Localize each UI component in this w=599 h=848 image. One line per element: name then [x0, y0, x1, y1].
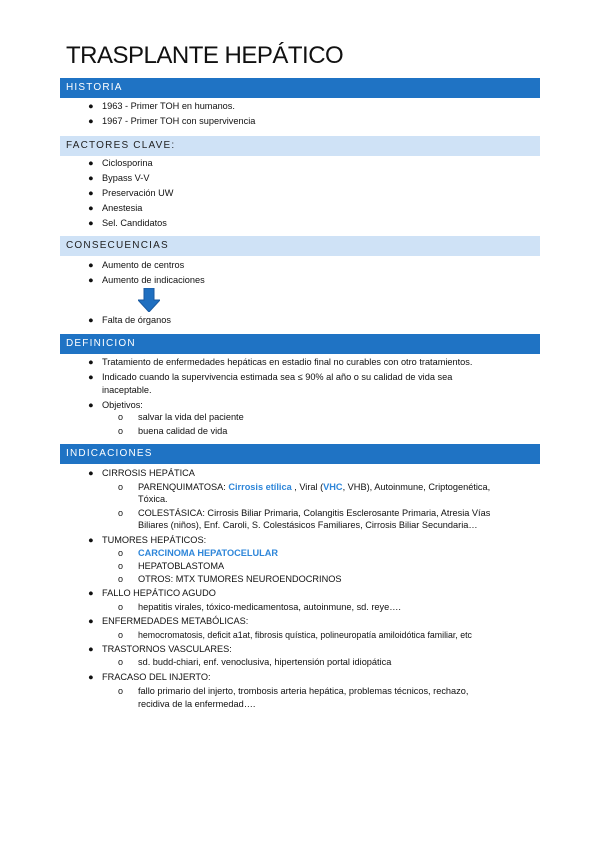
bullet-icon: ●: [88, 218, 94, 228]
sub-list-item-continuation: Biliares (niños), Enf. Caroli, S. Colestásicos Familiares, Cirrosis Biliar Secundaria…: [138, 520, 478, 530]
sub-list-item: hemocromatosis, deficit a1at, fibrosis quística, polineuropatía amiloidótica familiar, etc: [138, 630, 472, 640]
list-item: TUMORES HEPÁTICOS:: [102, 535, 207, 545]
down-arrow-icon: [138, 288, 160, 312]
section-header-historia: HISTORIA: [60, 78, 540, 98]
sub-list-item: buena calidad de vida: [138, 426, 228, 436]
sub-bullet-icon: o: [118, 561, 124, 571]
list-item: Aumento de centros: [102, 260, 185, 270]
bullet-icon: ●: [88, 101, 94, 111]
list-item: FALLO HEPÁTICO AGUDO: [102, 588, 216, 598]
section-header-factores: FACTORES CLAVE:: [60, 136, 540, 156]
sub-bullet-icon: o: [118, 482, 124, 492]
sub-list-item: PARENQUIMATOSA: Cirrosis etílica , Viral (VHC, VHB), Autoinmune, Criptogenética,: [138, 482, 491, 492]
sub-bullet-icon: o: [118, 657, 124, 667]
bullet-icon: ●: [88, 644, 94, 654]
sub-bullet-icon: o: [118, 602, 124, 612]
bullet-icon: ●: [88, 672, 94, 682]
bullet-icon: ●: [88, 275, 94, 285]
list-item: Tratamiento de enfermedades hepáticas en estadio final no curables con otro tratamientos.: [102, 357, 473, 367]
highlight-text: CARCINOMA HEPATOCELULAR: [138, 548, 279, 558]
bullet-icon: ●: [88, 400, 94, 410]
sub-bullet-icon: o: [118, 508, 124, 518]
highlight-text: Cirrosis etílica: [228, 482, 292, 492]
list-item: Indicado cuando la supervivencia estimada sea ≤ 90% al año o su calidad de vida sea: [102, 372, 453, 382]
sub-bullet-icon: o: [118, 630, 124, 640]
section-header-consecuencias: CONSECUENCIAS: [60, 236, 540, 256]
bullet-icon: ●: [88, 116, 94, 126]
list-item: 1963 - Primer TOH en humanos.: [102, 101, 235, 111]
sub-bullet-icon: o: [118, 686, 124, 696]
bullet-icon: ●: [88, 158, 94, 168]
bullet-icon: ●: [88, 173, 94, 183]
sub-list-item: HEPATOBLASTOMA: [138, 561, 225, 571]
bullet-icon: ●: [88, 260, 94, 270]
list-item-continuation: inaceptable.: [102, 385, 152, 395]
sub-list-item: salvar la vida del paciente: [138, 412, 244, 422]
list-item: Anestesia: [102, 203, 143, 213]
list-item: CIRROSIS HEPÁTICA: [102, 468, 195, 478]
list-item: FRACASO DEL INJERTO:: [102, 672, 211, 682]
list-item: Sel. Candidatos: [102, 218, 167, 228]
list-item: 1967 - Primer TOH con supervivencia: [102, 116, 256, 126]
list-item: ENFERMEDADES METABÓLICAS:: [102, 616, 249, 626]
bullet-icon: ●: [88, 357, 94, 367]
list-item: Objetivos:: [102, 400, 143, 410]
bullet-icon: ●: [88, 188, 94, 198]
bullet-icon: ●: [88, 535, 94, 545]
list-item: Ciclosporina: [102, 158, 153, 168]
bullet-icon: ●: [88, 588, 94, 598]
sub-list-item: COLESTÁSICA: Cirrosis Biliar Primaria, Colangitis Esclerosante Primaria, Atresia Vías: [138, 508, 491, 518]
bullet-icon: ●: [88, 468, 94, 478]
page-title: TRASPLANTE HEPÁTICO: [66, 42, 344, 69]
list-item: Falta de órganos: [102, 315, 171, 325]
bullet-icon: ●: [88, 315, 94, 325]
bullet-icon: ●: [88, 616, 94, 626]
sub-list-item: hepatitis virales, tóxico-medicamentosa, autoinmune, sd. reye….: [138, 602, 401, 612]
sub-list-item: OTROS: MTX TUMORES NEUROENDOCRINOS: [138, 574, 342, 584]
bullet-icon: ●: [88, 372, 94, 382]
sub-list-item-continuation: recidiva de la enfermedad….: [138, 699, 256, 709]
bullet-icon: ●: [88, 203, 94, 213]
section-header-indicaciones: INDICACIONES: [60, 444, 540, 464]
sub-list-item-continuation: Tóxica.: [138, 494, 168, 504]
list-item: Bypass V-V: [102, 173, 150, 183]
section-header-definicion: DEFINICION: [60, 334, 540, 354]
list-item: TRASTORNOS VASCULARES:: [102, 644, 232, 654]
sub-bullet-icon: o: [118, 426, 124, 436]
list-item: Aumento de indicaciones: [102, 275, 205, 285]
sub-list-item: fallo primario del injerto, trombosis arteria hepática, problemas técnicos, rechazo,: [138, 686, 469, 696]
sub-bullet-icon: o: [118, 412, 124, 422]
sub-bullet-icon: o: [118, 548, 124, 558]
list-item: Preservación UW: [102, 188, 174, 198]
sub-list-item: sd. budd-chiari, enf. venoclusiva, hipertensión portal idiopática: [138, 657, 392, 667]
sub-bullet-icon: o: [118, 574, 124, 584]
highlight-text: VHC: [323, 482, 343, 492]
